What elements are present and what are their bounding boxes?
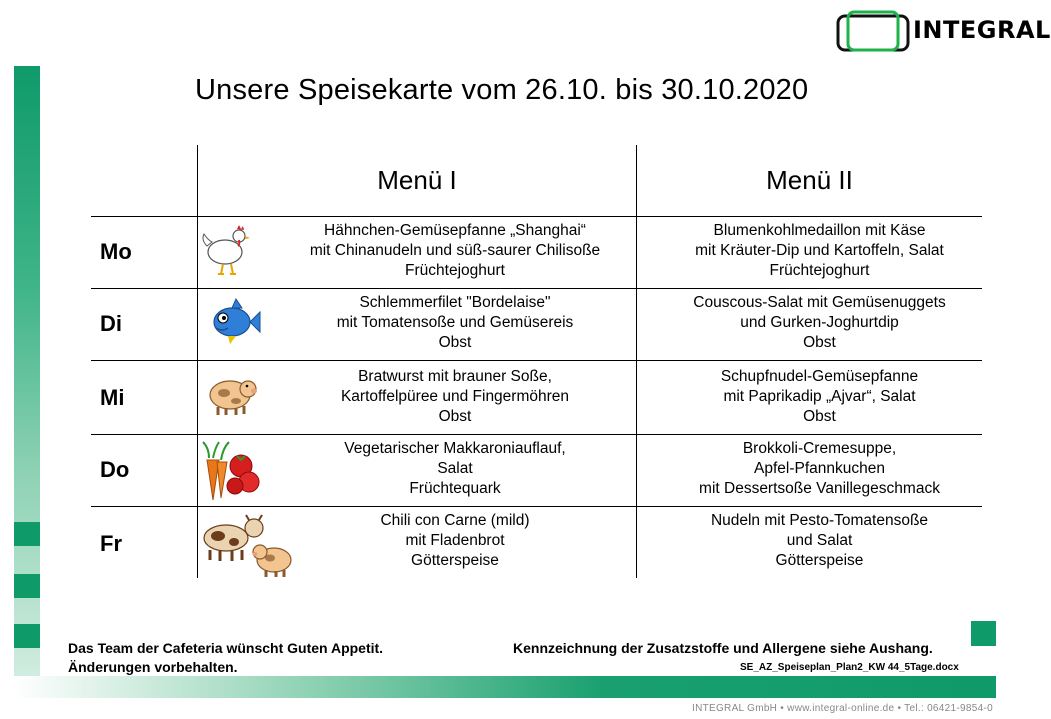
left-green-bar: [14, 66, 40, 696]
footer-notice: Änderungen vorbehalten.: [68, 659, 238, 675]
header-menu2: Menü II: [766, 165, 853, 195]
menu2-line: und Salat: [786, 532, 853, 549]
bottom-green-bar: [14, 676, 996, 698]
menu2-cell: [637, 293, 1002, 353]
footer-allergens: Kennzeichnung der Zusatzstoffe und Allergene siehe Aushang.: [513, 640, 933, 656]
menu2-line: Götterspeise: [775, 552, 864, 569]
menu1-line: mit Tomatensoße und Gemüsereis: [336, 314, 574, 331]
menu2-line: Früchtejoghurt: [769, 262, 870, 279]
menu1-line: Vegetarischer Makkaroniauflauf,: [344, 440, 566, 457]
menu1-line: Hähnchen-Gemüsepfanne „Shanghai“: [324, 222, 586, 239]
fish-icon: [206, 294, 262, 348]
day-label: Mi: [100, 385, 125, 410]
day-label: Di: [100, 311, 122, 336]
menu1-cell: [255, 221, 655, 281]
footer-filename: SE_AZ_Speiseplan_Plan2_KW 44_5Tage.docx: [740, 662, 959, 673]
menu2-line: Nudeln mit Pesto-Tomatensoße: [710, 512, 929, 529]
menu2-cell: [637, 439, 1002, 499]
menu1-line: Bratwurst mit brauner Soße,: [358, 368, 552, 385]
menu2-line: Schupfnudel-Gemüsepfanne: [720, 368, 919, 385]
menu1-line: mit Chinanudeln und süß-saurer Chilisoße: [309, 242, 601, 259]
menu2-line: mit Paprikadip „Ajvar“, Salat: [723, 388, 916, 405]
menu1-cell: [255, 367, 655, 427]
logo-text: INTEGRAL: [913, 16, 1051, 44]
menu2-line: Obst: [803, 334, 836, 351]
menu1-line: Obst: [438, 408, 472, 425]
vegetables-icon: [199, 440, 263, 502]
green-square: [14, 522, 40, 546]
header-menu1: Menü I: [377, 165, 457, 195]
green-square: [14, 574, 40, 598]
table-divider: [91, 506, 982, 507]
footer-greeting: Das Team der Cafeteria wünscht Guten Appetit.: [68, 640, 384, 656]
menu2-line: Blumenkohlmedaillon mit Käse: [713, 222, 926, 239]
menu1-line: mit Fladenbrot: [405, 532, 505, 549]
menu1-line: Chili con Carne (mild): [380, 512, 530, 529]
menu1-cell: [255, 439, 655, 499]
menu2-cell: [637, 367, 1002, 427]
table-divider: [91, 288, 982, 289]
menu1-line: Salat: [437, 460, 473, 477]
menu1-line: Kartoffelpüree und Fingermöhren: [340, 388, 570, 405]
menu2-line: Couscous-Salat mit Gemüsenuggets: [693, 294, 946, 311]
day-label: Mo: [100, 239, 132, 264]
menu1-cell: [255, 293, 655, 353]
green-square: [971, 621, 996, 646]
menu2-cell: [637, 511, 1002, 571]
page-title: Unsere Speisekarte vom 26.10. bis 30.10.2020: [195, 74, 809, 106]
footer-company: INTEGRAL GmbH • www.integral-online.de • Tel.: 06421-9854-0: [692, 703, 993, 714]
pig-icon: [204, 371, 260, 417]
menu1-cell: [255, 511, 655, 571]
menu2-line: Apfel-Pfannkuchen: [754, 460, 885, 477]
menu1-line: Götterspeise: [411, 552, 499, 569]
menu1-line: Schlemmerfilet "Bordelaise": [359, 294, 551, 311]
menu2-line: Brokkoli-Cremesuppe,: [742, 440, 897, 457]
table-divider: [91, 360, 982, 361]
menu2-cell: [637, 221, 1002, 281]
menu2-line: Obst: [803, 408, 836, 425]
green-square: [14, 624, 40, 648]
table-divider: [197, 145, 198, 578]
chicken-icon: [201, 222, 253, 278]
menu1-line: Früchtequark: [409, 480, 501, 497]
menu1-line: Früchtejoghurt: [405, 262, 505, 279]
table-divider: [91, 216, 982, 217]
menu2-line: mit Dessertsoße Vanillegeschmack: [699, 480, 940, 497]
menu2-line: mit Kräuter-Dip und Kartoffeln, Salat: [695, 242, 944, 259]
menu1-line: Obst: [438, 334, 472, 351]
menu2-line: und Gurken-Joghurtdip: [740, 314, 899, 331]
day-label: Fr: [100, 531, 122, 556]
table-divider: [91, 434, 982, 435]
day-label: Do: [100, 457, 130, 482]
